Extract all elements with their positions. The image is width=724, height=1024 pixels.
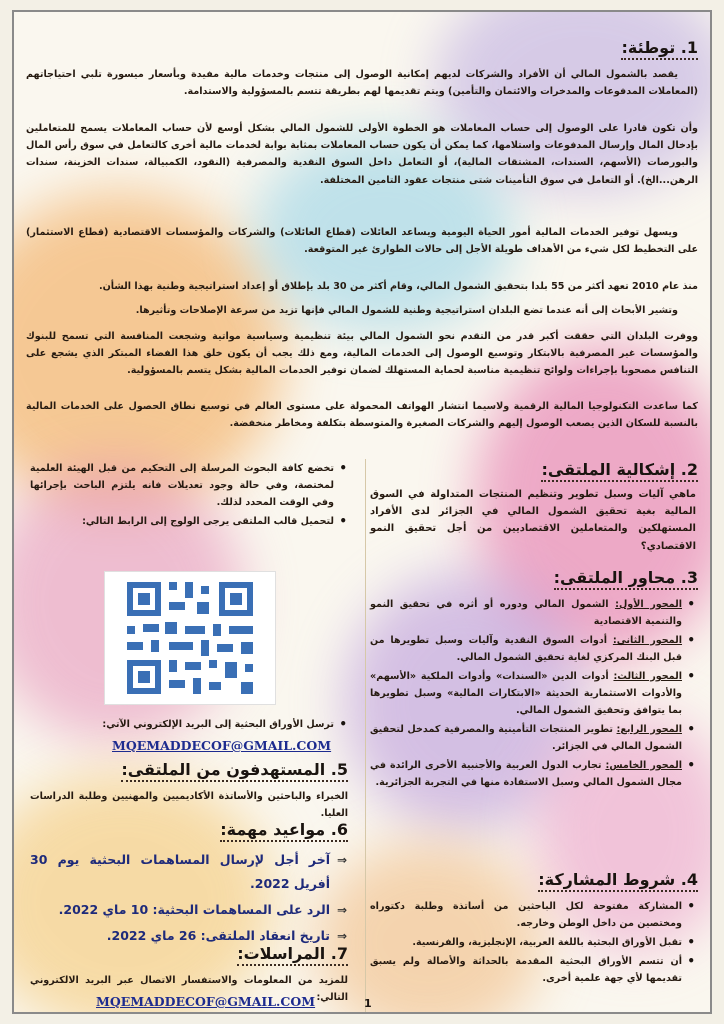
contact-email-link[interactable]: MQEMADDECOF@GMAIL.COM <box>96 994 316 1009</box>
axis-item-3 <box>370 668 696 719</box>
condition-item: • تقبل الأوراق البحثية باللغة العربية، الإنجليزية، والفرنسية. <box>370 934 696 951</box>
submission-email-link[interactable]: MQEMADDECOF@GMAIL.COM <box>112 738 332 753</box>
template-download-item: • لتحميل قالب الملتقى يرجى الولوج إلى الرابط التالي: <box>30 513 348 530</box>
axis-title: المحور الأول: <box>615 599 682 610</box>
poster-page <box>12 10 712 1014</box>
date-item: ⇒ آخر أجل لإرسال المساهمات البحثية يوم 30 أفريل 2022. <box>30 848 348 896</box>
axis-title: المحور الرابع: <box>616 724 682 735</box>
intro-paragraph-5: وتشير الأبحاث إلى أنه عندما تضع البلدان استراتيجية وطنية للشمول المالي فإنها تزيد من سرعة الإصلاحات وتأثيرها. <box>135 305 678 316</box>
review-item: • تخضع كافة البحوث المرسلة إلى التحكيم من قبل الهيئة العلمية لمختصة، وفي حالة وجود تعديلات فانه يلتزم الباحث بإجرائها وفي الوقت المحدد لذلك. <box>30 460 348 511</box>
axis-item-2 <box>370 632 696 666</box>
axis-item-4 <box>370 721 696 755</box>
axis-title: المحور الثالث: <box>613 671 682 682</box>
conditions-heading: 4. شروط المشاركة: <box>538 870 698 892</box>
page-number: 1 <box>364 997 372 1010</box>
intro-paragraph-7: كما ساعدت التكنولوجيا المالية الرقمية ولاسيما انتشار الهواتف المحمولة على مستوى العالم في توسيع نطاق الحصول على الخدمات المالية بالنسبة للسكان الذين يصعب الوصول إليهم والشركات الصغيرة والمتوسطة بتكلفة ومخاطر منخفضة. <box>26 401 698 430</box>
audience-heading: 5. المستهدفون من الملتقى: <box>121 760 348 782</box>
send-item: • ترسل الأوراق البحثية إلى البريد الإلكتروني الآتي: <box>30 716 348 733</box>
intro-paragraph-6: ووفرت البلدان التي حققت أكبر قدر من التقدم نحو الشمول المالي بيئة تنظيمية وسياسية مواتية وشجعت المنافسة التي تسمح للبنوك والمؤسسات غير المصرفية بالابتكار وتوسيع الوصول إلى الخدمات المالية، ومع ذلك يجب أن يكون خلق هذا الفضاء المبتكر الذي يشجع على التنافس مصحوبا بإجراءات ولوائح تنظيمية مناسبة لحماية المستهلك لضمان توفير الخدمات المالية بشكل يتسم بالمسؤولية. <box>26 331 698 377</box>
audience-text: الخبراء والباحثين والأساتذة الأكاديميين والمهنيين وطلبة الدراسات العليا. <box>30 791 348 820</box>
contact-text: للمزيد من المعلومات والاستفسار الاتصال عبر البريد الالكتروني التالي: <box>30 975 348 1004</box>
condition-item: • المشاركة مفتوحة لكل الباحثين من أساتذة وطلبة دكتوراه ومختصين من داخل الوطن وخارجه. <box>370 898 696 932</box>
axis-title: المحور الخامس: <box>605 760 682 771</box>
intro-paragraph-3: ويسهل توفير الخدمات المالية أمور الحياة اليومية ويساعد العائلات (قطاع العائلات) والشركات والمؤسسات الاقتصادية (قطاع الاستثمار) على التخطيط لكل شيء من الأهداف طويلة الأجل إلى حالات الطوارئ غير المتوقعة. <box>26 227 698 256</box>
dates-heading: 6. مواعيد مهمة: <box>220 820 348 842</box>
axis-item-5 <box>370 757 696 791</box>
problem-text: ماهي آليات وسبل تطوير وتنظيم المنتجات المتداولة في السوق المالية بغية تحقيق الشمول المالي في الجزائر لدى الأفراد المستهلكين والمتعاملين الاقتصاديين من أجل تحقيق النمو الاقتصادي؟ <box>370 489 696 552</box>
date-item: ⇒ تاريخ انعقاد الملتقى: 26 ماي 2022. <box>30 924 348 948</box>
condition-item: • أن تتسم الأوراق البحثية المقدمة بالحداثة والأصالة ولم يسبق تقديمها لأي جهة علمية أخرى. <box>370 953 696 987</box>
intro-heading: 1. توطئة: <box>621 38 698 60</box>
intro-paragraph-4: منذ عام 2010 تعهد أكثر من 55 بلدا بتحقيق الشمول المالي، وقام أكثر من 30 بلد بإطلاق أو إعداد استراتيجية وطنية بهذا الشأن. <box>98 281 698 292</box>
intro-paragraph-2: وأن تكون قادرا على الوصول إلى حساب المعاملات هو الخطوة الأولى للشمول المالي بشكل أوسع لأن حساب المعاملات يسمح للمتعاملين بإدخال المال وإرسال المدفوعات واستلامها، كما يمكن أن يكون حساب المعاملات بمثابة بوابة لخدمات مالية أخرى كالتعامل في سوق رأس المال والبورصات (الأسهم، السندات، المشتقات المالية)، أو التعامل داخل السوق النقدية والمصرفية (النقود، الكمبيالة، سندات الخزينة، سندات الرهن...الخ). أو التعامل في سوق التأمينات شتى منتجات عقود التامين المختلفة. <box>26 123 698 186</box>
axis-text: أدوات الدين «السندات» وأدوات الملكية «الأسهم» والأدوات الاستثمارية الحديثة «الابتكارات المالية» وسبل تطويرها بما يتوافق وتحقيق الشمول المالي. <box>370 671 682 716</box>
send-list <box>30 716 348 735</box>
column-divider <box>365 459 366 1014</box>
axes-list <box>370 596 696 793</box>
review-list <box>30 460 348 532</box>
contact-heading: 7. المراسلات: <box>237 944 348 966</box>
axis-text: تجارب الدول العربية والأجنبية الأخرى الرائدة في مجال الشمول المالي وسبل الاستفادة منها في التجربة الجزائرية. <box>370 760 682 788</box>
date-item: ⇒ الرد على المساهمات البحثية: 10 ماي 2022. <box>30 898 348 922</box>
axis-text: أدوات السوق النقدية وآليات وسبل تطويرها من قبل البنك المركزي لغاية تحقيق الشمول المالي. <box>370 635 682 663</box>
intro-paragraph-1: يقصد بالشمول المالي أن الأفراد والشركات لديهم إمكانية الوصول إلى منتجات وخدمات مالية مفيدة وبأسعار ميسورة تلبي احتياجاتهم (المعاملات المدفوعات والمدخرات والائتمان والتأمين) ويتم تقديمها لهم بطريقة تتسم بالمسؤولية والاستدامة. <box>26 69 698 98</box>
problem-heading: 2. إشكالية الملتقى: <box>541 460 698 482</box>
axis-item-1 <box>370 596 696 630</box>
dates-list <box>30 848 348 950</box>
axes-heading: 3. محاور الملتقى: <box>554 568 698 590</box>
axis-title: المحور الثاني: <box>612 635 683 646</box>
axis-text: تطوير المنتجات التأمينية والمصرفية كمدخل لتحقيق الشمول المالي في الجزائر. <box>370 724 682 752</box>
qr-code-image[interactable] <box>105 572 275 704</box>
qr-code-icon <box>105 572 275 704</box>
axis-text: الشمول المالي ودوره أو أثره في تحقيق النمو والتنمية الاقتصادية <box>370 599 682 627</box>
conditions-list <box>370 898 696 989</box>
